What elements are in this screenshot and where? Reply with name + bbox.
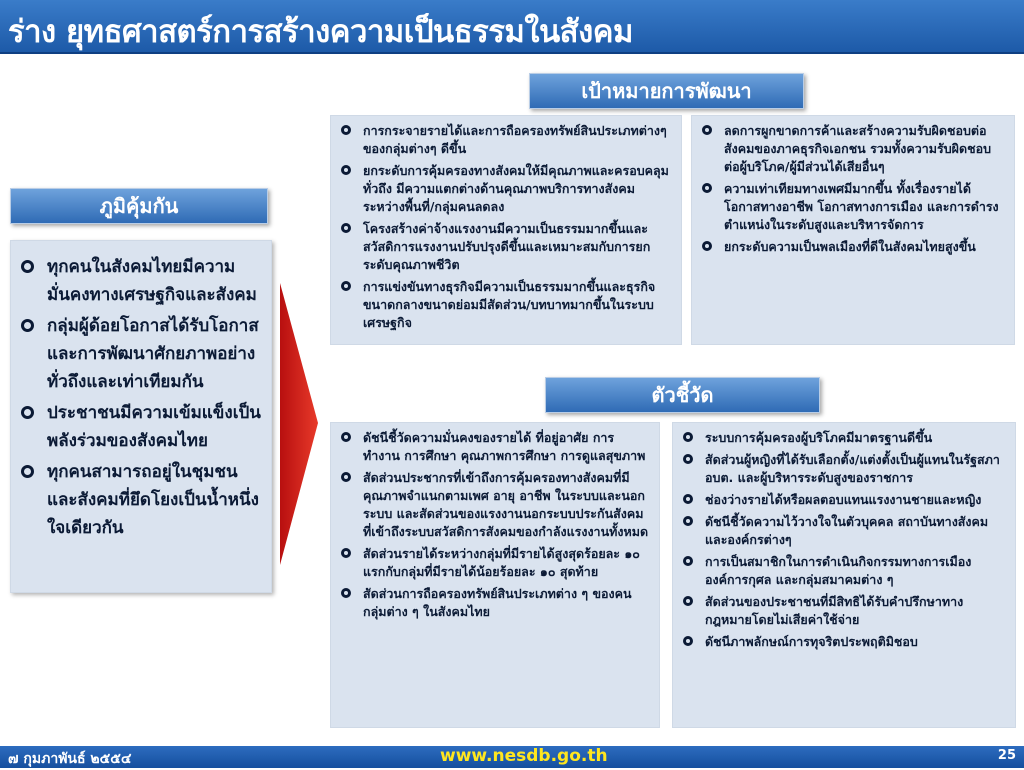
bullet-icon <box>21 465 34 478</box>
immunity-item-text: ทุกคนสามารถอยู่ในชุมชนและสังคมที่ยึดโยงเป็นน้ำหนึ่งใจเดียวกัน <box>47 462 259 538</box>
indicator-item <box>341 429 651 465</box>
bullet-icon <box>683 596 693 606</box>
indicator-item-text: ดัชนีภาพลักษณ์การทุจริตประพฤติมิชอบ <box>705 634 918 649</box>
indicator-item <box>341 469 651 541</box>
bullet-icon <box>683 516 693 526</box>
bullet-icon <box>683 636 693 646</box>
indicator-item <box>683 553 1007 589</box>
immunity-header: ภูมิคุ้มกัน <box>10 188 268 224</box>
bullet-icon <box>702 125 712 135</box>
indicator-item <box>683 633 1007 651</box>
bullet-icon <box>341 165 351 175</box>
indicator-item-text: ดัชนีชี้วัดความไว้วางใจในตัวบุคคล สถาบันทางสังคม และองค์กรต่างๆ <box>705 514 989 547</box>
goal-item-text: ลดการผูกขาดการค้าและสร้างความรับผิดชอบต่อสังคมของภาคธุรกิจเอกชน รวมทั้งความรับผิดชอบต่อผู้บริโภค/ผู้มีส่วนได้เสียอื่นๆ <box>724 123 992 174</box>
indicator-item <box>341 585 651 621</box>
bullet-icon <box>702 241 712 251</box>
indicator-item-text: สัดส่วนประชากรที่เข้าถึงการคุ้มครองทางสังคมที่มีคุณภาพจำแนกตามเพศ อายุ อาชีพ ในระบบและนอกระบบ และสัดส่วนของแรงงานนอกระบบประกันสังคมที่เข้าถึงระบบสวัสดิการสังคมของกำลังแรงงานทั้งหมด <box>363 470 649 539</box>
red-arrow-icon <box>280 283 320 568</box>
indicator-item-text: สัดส่วนของประชาชนที่มีสิทธิได้รับคำปรึกษาทางกฎหมายโดยไม่เสียค่าใช้จ่าย <box>705 594 964 627</box>
indicators-left-panel <box>330 422 660 728</box>
indicator-item-text: การเป็นสมาชิกในการดำเนินกิจกรรมทางการเมือง องค์การกุศล และกลุ่มสมาคมต่าง ๆ <box>705 554 972 587</box>
bullet-icon <box>341 281 351 291</box>
indicator-item-text: สัดส่วนรายได้ระหว่างกลุ่มที่มีรายได้สูงสุดร้อยละ ๑๐ แรกกับกลุ่มที่มีรายได้น้อยร้อยละ ๑๐ สุดท้าย <box>363 546 640 579</box>
indicator-item-text: สัดส่วนผู้หญิงที่ได้รับเลือกตั้ง/แต่งตั้งเป็นผู้แทนในรัฐสภา อบต. และผู้บริหารระดับสูงของราชการ <box>705 452 1000 485</box>
indicator-item <box>341 545 651 581</box>
footer-url[interactable]: www.nesdb.go.th <box>440 746 608 766</box>
immunity-item <box>21 399 263 455</box>
goal-item-text: การแข่งขันทางธุรกิจมีความเป็นธรรมมากขึ้นและธุรกิจขนาดกลางขนาดย่อมมีสัดส่วน/บทบาทมากขึ้นในระบบเศรษฐกิจ <box>363 279 656 330</box>
goal-item <box>341 162 673 216</box>
bullet-icon <box>341 432 351 442</box>
bullet-icon <box>683 432 693 442</box>
indicator-item-text: ช่องว่างรายได้หรือผลตอบแทนแรงงานชายและหญิง <box>705 492 982 507</box>
bullet-icon <box>702 183 712 193</box>
bullet-icon <box>683 454 693 464</box>
bullet-icon <box>683 556 693 566</box>
slide-title: ร่าง ยุทธศาสตร์การสร้างความเป็นธรรมในสังคม <box>8 14 633 50</box>
indicator-item-text: ดัชนีชี้วัดความมั่นคงของรายได้ ที่อยู่อาศัย การทำงาน การศึกษา คุณภาพการศึกษา การดูแลสุขภาพ <box>363 430 646 463</box>
indicators-right-panel <box>672 422 1016 728</box>
title-bar <box>0 0 1024 54</box>
goal-item <box>702 180 1006 234</box>
immunity-item <box>21 312 263 396</box>
immunity-item <box>21 458 263 542</box>
goal-item <box>702 238 1006 256</box>
indicator-item-text: สัดส่วนการถือครองทรัพย์สินประเภทต่าง ๆ ของคนกลุ่มต่าง ๆ ในสังคมไทย <box>363 586 632 619</box>
goals-left-panel <box>330 115 682 345</box>
indicator-item <box>683 513 1007 549</box>
bullet-icon <box>341 548 351 558</box>
footer-bar <box>0 746 1024 768</box>
bullet-icon <box>21 260 34 273</box>
bullet-icon <box>683 494 693 504</box>
indicator-item-text: ระบบการคุ้มครองผู้บริโภคมีมาตรฐานดีขึ้น <box>705 430 933 445</box>
goal-item-text: ยกระดับการคุ้มครองทางสังคมให้มีคุณภาพและครอบคลุมทั่วถึง มีความแตกต่างด้านคุณภาพบริการทางสังคมระหว่างพื้นที่/กลุ่มคนลดลง <box>363 163 669 214</box>
page-number: 25 <box>997 748 1016 763</box>
goals-right-panel <box>691 115 1015 345</box>
immunity-item <box>21 253 263 309</box>
immunity-item-text: กลุ่มผู้ด้อยโอกาสได้รับโอกาสและการพัฒนาศักยภาพอย่างทั่วถึงและเท่าเทียมกัน <box>47 316 259 392</box>
indicator-item <box>683 593 1007 629</box>
indicator-item <box>683 429 1007 447</box>
goal-item <box>341 220 673 274</box>
indicator-item <box>683 451 1007 487</box>
goals-header: เป้าหมายการพัฒนา <box>529 73 804 109</box>
bullet-icon <box>341 472 351 482</box>
bullet-icon <box>21 406 34 419</box>
immunity-item-text: ประชาชนมีความเข้มแข็งเป็นพลังร่วมของสังคมไทย <box>47 403 261 451</box>
goal-item <box>341 122 673 158</box>
goal-item-text: โครงสร้างค่าจ้างแรงงานมีความเป็นธรรมมากขึ้นและสวัสดิการแรงงานปรับปรุงดีขึ้นและเหมาะสมกับการยกระดับคุณภาพชีวิต <box>363 221 651 272</box>
immunity-item-text: ทุกคนในสังคมไทยมีความมั่นคงทางเศรษฐกิจและสังคม <box>47 257 257 305</box>
bullet-icon <box>341 125 351 135</box>
goal-item-text: ยกระดับความเป็นพลเมืองที่ดีในสังคมไทยสูงขึ้น <box>724 239 976 254</box>
bullet-icon <box>341 223 351 233</box>
goal-item <box>702 122 1006 176</box>
indicators-header: ตัวชี้วัด <box>545 377 820 413</box>
goal-item-text: การกระจายรายได้และการถือครองทรัพย์สินประเภทต่างๆ ของกลุ่มต่างๆ ดีขึ้น <box>363 123 667 156</box>
footer-date: ๗ กุมภาพันธ์ ๒๕๕๔ <box>8 751 132 767</box>
indicator-item <box>683 491 1007 509</box>
immunity-panel <box>10 240 272 593</box>
goal-item-text: ความเท่าเทียมทางเพศมีมากขึ้น ทั้งเรื่องรายได้ โอกาสทางอาชีพ โอกาสทางการเมือง และการดำรงตำแหน่งในระดับสูงและบริหารจัดการ <box>724 181 999 232</box>
bullet-icon <box>341 588 351 598</box>
goal-item <box>341 278 673 332</box>
bullet-icon <box>21 319 34 332</box>
